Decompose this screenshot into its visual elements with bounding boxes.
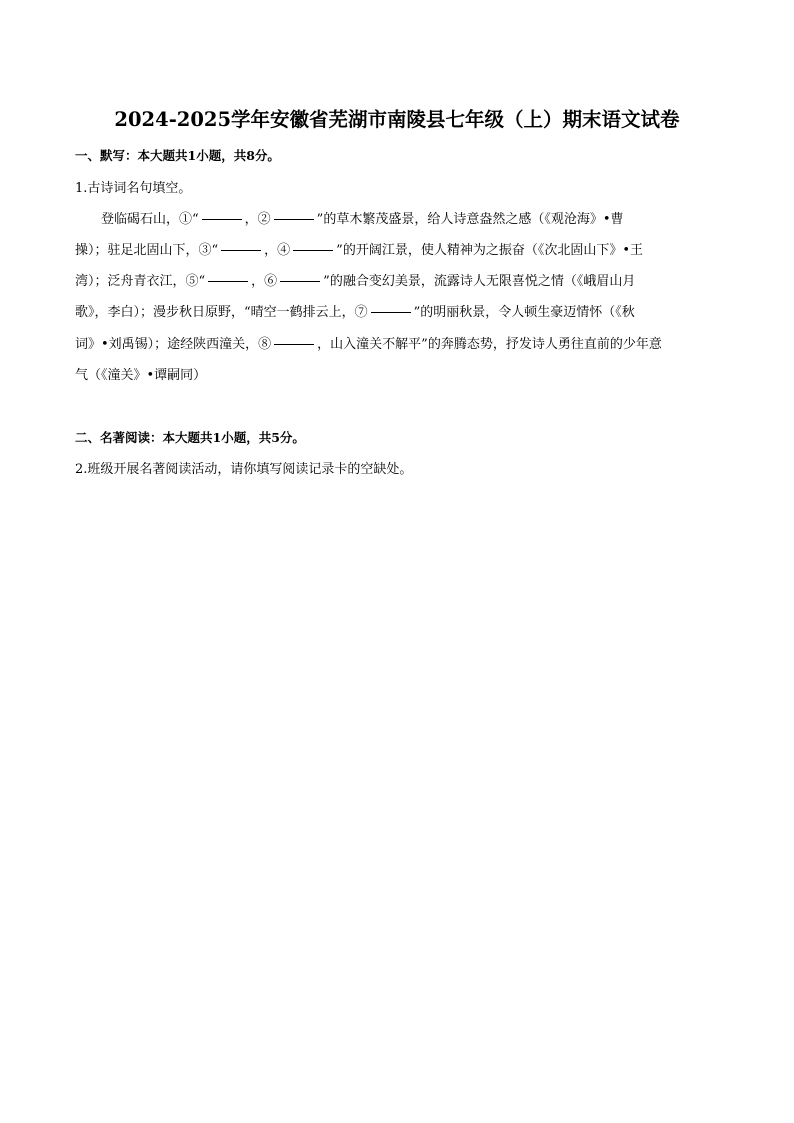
poem-fill-line-4 bbox=[75, 301, 635, 320]
poem-fill-line-1 bbox=[101, 208, 624, 227]
line3-part-a: 湾）；泛舟青衣江，⑤“ bbox=[75, 274, 206, 289]
blank-7[interactable] bbox=[371, 311, 411, 313]
poem-fill-line-6 bbox=[75, 364, 206, 383]
section2-heading: 二、名著阅读：本大题共1小题，共5分。 bbox=[75, 430, 305, 445]
poem-fill-line-5 bbox=[75, 333, 662, 352]
poem-fill-line-2 bbox=[75, 239, 643, 258]
blank-4[interactable] bbox=[293, 249, 333, 251]
line6-part-a: 气（《潼关》•谭嗣同） bbox=[75, 368, 207, 383]
line1-part-a: 登临碣石山，①“ bbox=[101, 212, 199, 227]
line5-part-b: ，山入潼关不解平”的奔腾态势，抒发诗人勇往直前的少年意 bbox=[317, 337, 662, 352]
line2-part-c: ”的开阔江景，使人精神为之振奋（《次北固山下》•王 bbox=[336, 243, 643, 258]
blank-1[interactable] bbox=[202, 218, 242, 220]
blank-8[interactable] bbox=[274, 343, 314, 345]
line1-part-c: ”的草木繁茂盛景，给人诗意盎然之感（《观沧海》•曹 bbox=[316, 212, 624, 227]
line5-part-a: 词》•刘禹锡）；途经陕西潼关，⑧ bbox=[75, 337, 272, 352]
line4-part-b: ”的明丽秋景，令人顿生豪迈情怀（《秋 bbox=[413, 305, 635, 320]
blank-2[interactable] bbox=[274, 218, 314, 220]
section1-heading: 一、默写：本大题共1小题，共8分。 bbox=[75, 148, 280, 163]
line2-part-b: ，④ bbox=[264, 243, 291, 258]
line4-part-a: 歌》，李白）；漫步秋日原野，“晴空一鹤排云上，⑦ bbox=[75, 305, 368, 320]
question2-prompt: 2.班级开展名著阅读活动，请你填写阅读记录卡的空缺处。 bbox=[75, 462, 413, 477]
poem-fill-line-3 bbox=[75, 270, 635, 289]
line3-part-c: ”的融合变幻美景，流露诗人无限喜悦之情（《峨眉山月 bbox=[323, 274, 636, 289]
line2-part-a: 操）；驻足北固山下，③“ bbox=[75, 243, 219, 258]
line1-part-b: ，② bbox=[244, 212, 271, 227]
question1-prompt: 1.古诗词名句填空。 bbox=[75, 181, 192, 196]
line3-part-b: ，⑥ bbox=[251, 274, 278, 289]
blank-6[interactable] bbox=[280, 280, 320, 282]
exam-title: 2024-2025学年安徽省芜湖市南陵县七年级（上）期末语文试卷 bbox=[114, 108, 680, 131]
blank-3[interactable] bbox=[221, 249, 261, 251]
blank-5[interactable] bbox=[208, 280, 248, 282]
